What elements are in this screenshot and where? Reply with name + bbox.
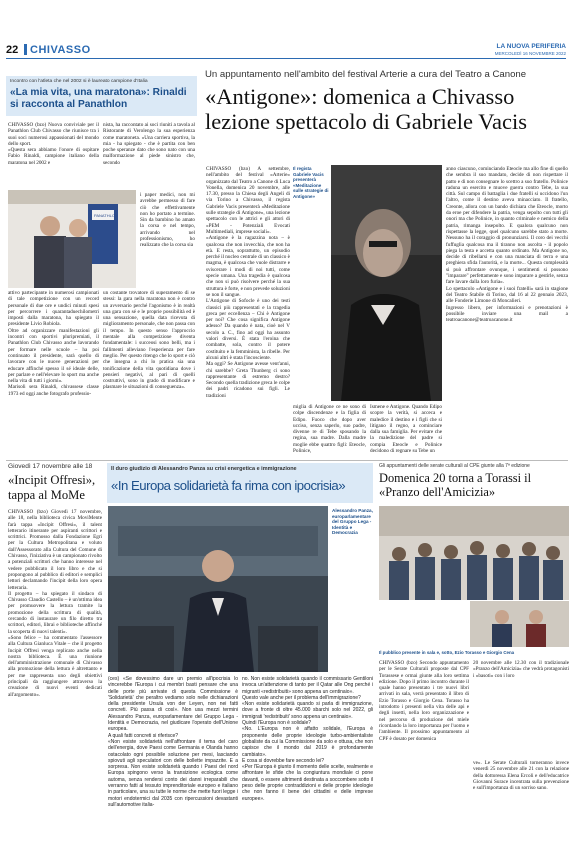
antigone-col4: anno ciascuno, cominciando Eteocle ma allo fine di quello che sembra il suo mandato, decide di non rispettare il patto e di non consegnare lo scettro a suo fratello. Polinice raduna un esercito e muove guerra contro Tebe, la sua città. Sul campo di battaglia i due fratelli si uccidono l'un l'altro, come il destino aveva minacciato. Il fratello, Creonte, allora con un bando dichiara che Eteocle, morto da eroe per difendere la patria, venga sepolto con tutti gli onori ma che Polinice, in quanto criminale e nemico della patria, rimanga insepolto. E qualora qualcuno non rispettasse la legge, quel qualcuno sarebbe stato a morte. Nessuno ha il coraggio di pronunziarsi. Il coro dei vecchi fuffuglia qualcosa ma il tiranno non ascolta - il popolo piega la testa e accetta quanto ordinato. Ma Antigone no, decide di ribellarsi e con una manciata di terra e una preghiera sfida l'autorità, e la morte... Questa complessità si può affrontare ovunque, i sentimenti si possono "imparare" perfettamente e sono imparare a gestirle, senza fare lavare dalla loro furia». Lo spettacolo «Antigone e i suoi fratelli» sarà in stagione del Teatro Stabile di Torino, dal 16 al 22 gennaio 2023, alle Fonderie Limone di Moncalieri. Ingresso libero, per informazioni e prenotazioni è possibile inviare una mail a teatroacanone@teatroacanone.it: [446, 166, 568, 324]
incipit-body: CHIVASSO (bzo) Giovedì 17 novembre, alle 18, nella biblioteca civica MoviMente farà tappa «Incipit Offresi», il talent letterario itinerante per aspiranti scrittori e scrittrici. Promosso dalla Fondazione Egri per la Cultura Metropolitana e voluto dall'Assessorato alla Cultura del Comune di Chivasso, l'iniziativa è un campionato rivolto a potenziali scrittori che hanno interesse nel vedere pubblicato il loro libro e che si propongono al pubblico di editori e semplici lettori declamando l'incipit della loro opera letteraria. Il progetto – ha spiegato il sindaco di Chivasso Claudio Castello – è un'ottima idea per promuovere la lettura tramite la promozione della scrittura di qualità, cercando di instaurare un filo diretto tra scrittori, editori, librai e biblioteche affinché la scoperta di nuovi talenti». «Sono felice – ha commentato l'assessore alla Cultura Gianluca Vitale – che il progetto Incipit Offresi venga replicato anche nella nostra biblioteca. È una riunione dell'amministrazione comunale di Chivasso alla promozione della lettura è altrettanto e per me rappresenta uno degli obiettivi principali da raggiungere attraverso la creazione di nuovi eventi dedicati all'argomento».: [8, 509, 102, 698]
incipit-kicker: Giovedì 17 novembre alle 18: [8, 463, 93, 470]
rinaldi-col1-top: CHIVASSO (bzo) Nuova conviviale per il Panathlon Club Chivasso che riunisce tra i suoi soci numerosi appassionati del mondo dello sport. «Questa sera abbiamo l'onore di ospitare Fabio Rinaldi, campione italiano della maratona nel 2002 e: [8, 122, 99, 166]
torassi-photo-caption: Il pubblico presente in sala e, sotto, Ezio Torasso e Giorgio Cena: [379, 650, 515, 655]
section-separator: [6, 460, 568, 461]
torassi-kicker: Gli appuntamenti delle serate culturali al CPE giunte alla 7ª edizione: [379, 463, 530, 469]
torassi-photo-audience: [379, 506, 569, 600]
section-divider: [24, 44, 27, 55]
rinaldi-col2-wrap: i paper medici, non mi avrebbe permesso di fare ciò che effettivamente non ho portato a termine. Sin da bambino ho amato la corsa e nel tempo, arrivando nel professionismo, ho realizzato che la corsa sia: [140, 192, 195, 249]
rinaldi-col2-bottom: un costante trovatore di superamento di se stessi: la gara nella maratona non è contro un avversario perché l'agonismo è in realtà una gara con sé e le proprie possibilità ed è una sensazione, quella data ricevuta di miglioramento personale, che non passa con il tempo. In questo senso l'approccio mentale alla competizione diventa fondamentale: i succeosi sono belli, ma i fallimenti alleviano l'esperienza per fare meglio. Per questo ritengo che lo sport e ciò che insegna a chi lo pratica sia una tonificazione della vita quotidiana dove i pensieri negativi, al pari di quelli costruttivi, sono in grado di modificare e plasmare le situazioni di conseguenza».: [103, 290, 195, 391]
torassi-col2: 20 novembre alle 12.30 con il tradizionale «Pranzo dell'Amicizia» che vedrà protagonisti i «basoti» con i loro: [473, 660, 569, 679]
antigone-title: «Antigone»: domenica a Chivasso lezione spettacolo di Gabriele Vacis: [205, 84, 527, 134]
rinaldi-kicker: Incontro con l'atleta che nel 2002 si è laureato campione d'Italia: [10, 79, 148, 84]
rinaldi-title: «La mia vita, una maratona»: Rinaldi si racconta al Panathlon: [10, 87, 187, 110]
torassi-col1: CHIVASSO (bzo) Secondo appuntamento per le Serate Culturali proposte dal CPF Torassese e ormai giunte alla loro settima edizione. Dopo il primo incontro durante il quale hanno presentato i tre nuovi libri arrivati in sala, verrà presentato il libro di Ezio Torasso e Giorgio Cena. Torasso ha introdotto i presenti nella vita delle api e degli insetti, nella loro organizzazione e nel percorso di produzione del miele ricordando la loro importanza per l'uomo e l'ambiente. Il prossimo appuntamento al CPF è dosato per domenica: [379, 660, 469, 742]
page-number: 22: [6, 44, 19, 56]
header-rule: [6, 58, 566, 59]
torassi-photo-speakers: [470, 601, 569, 647]
antigone-col2: miglia di Antigone ce ne sono di colpe discendenze e la figlia di Edipo. Fuoco che dopo aver ucciso, senza saperlo, suo padre, divenne re di Tebe sposando la regina, sua madre. Dalla madre moglie ebbe quattro figli: Eteocle, Polinice,: [293, 404, 366, 455]
panza-col2: no. Non esiste solidarietà quando il commissario Gentiloni invoca un'attenzione di tanto per il Qatar alle Ong perché i migranti «redistribuiti» sono appena un centinaio». Questo vale anche per il problema dell'immigrazione? «Non esiste solidarietà quando si parla di immigrazione, dove a fronte di oltre 45.000 sbarchi solo nel 2022, gli immigrati 'redistribuiti' sono appena un centinaio». Quindi l'Europa non è solidale? «No. L'Europa non è affatto solidale, l'Europa è proponente delle proprie ideologie turbo-ambientaliste globaliste da cui la Commissione da solo e ottusa, che non capisce che il mondo dal 2019 è profondamente cambiato». E cosa si dovrebbe fare secondo lei? «Per l'Europa è giunto il momento delle scelte, realmente e affrontare le sfide che la congiuntura mondiale ci pone davanti, o essere altrimenti destinata a soccombere sotto il peso delle proprie contraddizioni e delle proprie ideologie che non fanno il bene dei cittadini e delle imprese europee».: [242, 676, 373, 802]
section-name: CHIVASSO: [30, 44, 91, 56]
antigone-photo-image: [331, 165, 442, 401]
antigone-kicker: Un appuntamento nell'ambito del festival Arterie a cura del Teatro a Canone: [205, 69, 527, 80]
torassi-title: Domenica 20 torna a Torassi il «Pranzo dell'Amicizia»: [379, 471, 532, 499]
panza-title: «In Europa solidarietà fa rima con ipocrisia»: [111, 478, 346, 493]
panza-kicker: Il duro giudizio di Alessandro Panza su crisi energetica e immigrazione: [111, 466, 297, 472]
rinaldi-photo: [8, 190, 136, 288]
torassi-audience-image: [379, 506, 569, 600]
panza-col1: (ces) «Se dovessimo dare un premio all'ipocrisia lo vincerebbe l'Europa i cui membri basti pensare che una delle porte più arrivate di questa Commissione è 'Solidarietà' che peraltro vediamo solo nelle dichiarazioni della presidente Ursula von der Leyen, non nei fatti concreti. Più passa di così». Non usa mezzi termini Alessandro Panza, europarlamentare del Gruppo Lega - Identità e Democrazia, nel giudicare l'operato dell'Unione europea. A quali fatti concreti si riferisce? «Non esiste solidarietà nell'affrontare il tema del caro dell'energia, dove Paesi come Germania e Olanda hanno ostacolato ogni possibile soluzione per mesi, lasciando spiovuti agli speculatori con delle bollette impazzite. E a sorpresa. Non esiste solidarietà quando i Paesi del nord Europa spingono verso la transizione ecologica come automa, senza rendersi conto dei danni irreparabili che verranno fatti al tessuto imprenditoriale europeo e italiano in particolare, una su tutte le norme che mette fuori legge i motori endotermici dal 2035 con ripercussioni devastanti sull'automotive italia-: [108, 676, 238, 808]
panza-photo-caption: Alessandro Panza, europarlamentare del Gruppo Lega - Identità e Democrazia: [332, 508, 373, 536]
svg-text:PANATHLON: PANATHLON: [94, 213, 118, 218]
panza-photo-image: [108, 506, 328, 672]
antigone-caption-box: [293, 166, 329, 226]
rinaldi-col1-bottom: attivo partecipante in numerosi campionati di tale competizione con un record personale di due ore e undici minuti spesi per percorrere i quarantaduechilometri imposti dalla maratona, ha spiegato il presidente Livio Robiola. Oltre ad organizzare manifestazioni gli incontri con sportivi pluripremiati, il Panathlon Club Chivasso anche lavorando per formare nelle scuole – ha poi continuato il presidente, sarà quello di lavorare con le nuove generazioni per educare affinché spesso il sé ideale delle, per parlare e nell'elevare lo sport ma anche nella vita di tutti i giorni». Marisoli sera Rinaldi, chivassese classe 1973 ed oggi anche fotografo professio-: [8, 290, 99, 397]
masthead: LA NUOVA PERIFERIA: [496, 43, 566, 50]
panza-photo: [108, 506, 328, 672]
rinaldi-col2-top: nista, ha raccontato ai soci riuniti a tavola al Ristorante di Verolengo la sua esperienza come maratoneta. «Una carriera sportiva, la mia - ha spiegato - che è partita con ben poche speranze dato che sono nato con una malformazione al piede sinistro che, secondo: [103, 122, 195, 166]
antigone-photo: [331, 165, 442, 401]
incipit-title: «Incipit Offresi», tappa al MoMe: [8, 473, 96, 502]
issue-date: MERCOLEDÌ 16 NOVEMBRE 2022: [494, 51, 566, 56]
torassi-speakers-image: [470, 601, 569, 647]
rinaldi-photo-image: [8, 190, 136, 288]
torassi-col2-bottom: ve». Le Serate Culturali torneranno invece venerdì 25 novembre alle 21 con la relazione della dottoressa Elena Ercoli e dell'educatrice Giovanni Surace incentrata sulla prevenzione e sull'importanza di un sorriso sano.: [473, 760, 569, 792]
antigone-col3: Ismene e Antigone. Quando Edipo scopre la verità, si acceca e maledice il destino e i figli che si litigano il regno, a cominciare dalla sua famiglia. Per evitare che la maledizione del padre si compia Eteocle e Polinice decidono di regnare su Tebe un: [370, 404, 442, 455]
antigone-col1: CHIVASSO (bzo) A settembre, nell'ambito del festival «Arterie» organizzato dal Teatro a Canone di Luca Vonella, domenica 20 novembre, alle 17.30, presso la Chiesa degli Angeli di via Torino a Chivasso, il regista Gabriele Vacis presenterà «Meditazione sulle strategie di Antigone», una lezione spettacolo con le attrici e gli attori di «PEM - Potenziali Evocati Multimediali, imprese sociali». «Antigone è la ragazzina nota – è qualcosa che non invecchia, che non ha età. E resta, soprattutto, un episodio perché il nucleo centrale di un classico è magma, è qualcosa che vuole distrarre e sviscerare i modi di noi tutti, come specie umana. Una tragedia è qualcosa che non si può risolvere perché la sua struttura è forte, e non prevede soluzioni se non il sangue. L'Antigone di Sofocle è uno dei testi classici più rappresentati e la tragedia greca per eccellenza – Chi è Antigone per noi? Che cosa significa Antigone adesso? Da quando è nata, cioè nel V secolo a. C., fino ad oggi ha assunto valori diversi. È stata l'eroina che combatte, sola, contro il potere costituito e la femminista, la ribelle. Per alcuni altri è stata l'incosciente. Ma oggi? Se Antigone avesse vent'anni, chi sarebbe? Greta Thunberg ci sono rappresentante di estremo destro? Secondo quella tradizione greca le colpe dei padri ricadono sui figli. Le tradizioni: [206, 166, 290, 399]
antigone-photo-caption: Il regista Gabriele Vacis presenterà «Meditazione sulle strategie di Antigone»: [293, 166, 329, 199]
